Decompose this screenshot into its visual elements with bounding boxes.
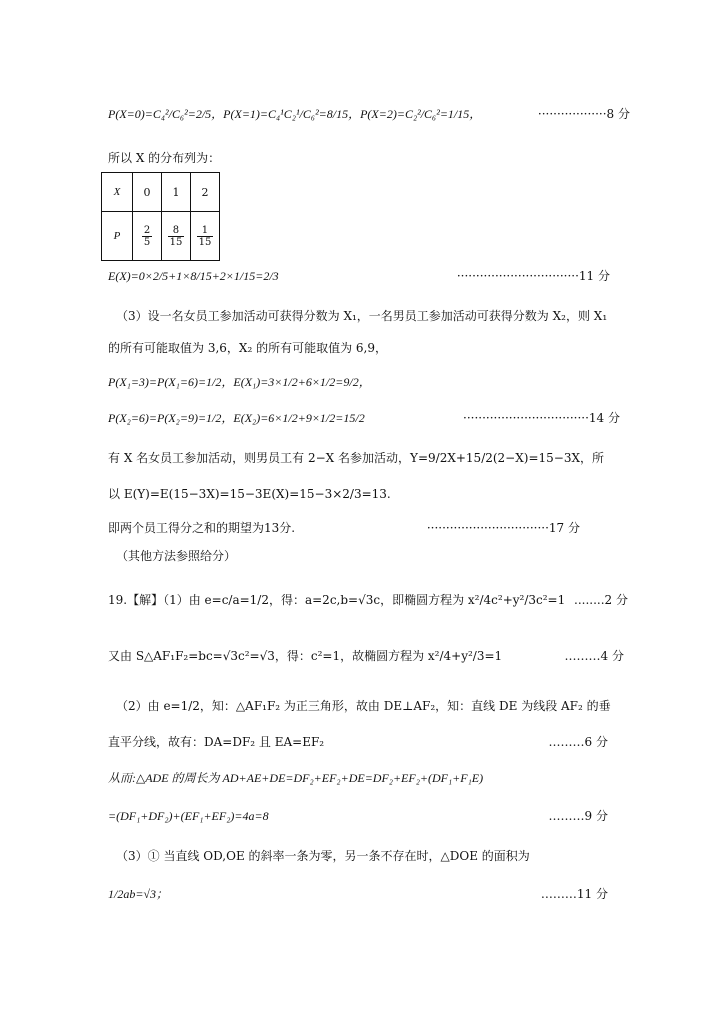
score-11b: ………11 分 [540,887,608,901]
score-11: ································11 分 [456,269,610,283]
table-cell [191,212,220,261]
expect-sum-text: 即两个员工得分之和的期望为13分. [108,521,296,535]
y-line1: 有 X 名女员工参加活动，则男员工有 2−X 名参加活动，Y=9/2X+15/2(2−X)=15−3X，所 [108,451,605,465]
perimeter-line: 从而:△ADE 的周长为 AD+AE+DE=DF₂+EF₂+DE=DF₂+EF₂+(DF₁+F₁E) [108,771,484,785]
score-9: ………9 分 [548,809,608,823]
dist-intro: 所以 X 的分布列为： [108,151,221,165]
denominator: 15 [169,236,183,248]
x2-formula: P(X₂=6)=P(X₂=9)=1/2，E(X₂)=6×1/2+9×1/2=15/2 [108,411,365,425]
y-line2: 以 E(Y)=E(15−3X)=15−3E(X)=15−3×2/3=13. [108,487,391,501]
table-cell: P [102,212,133,261]
prob-line [108,104,630,124]
q19-part2-line2-text: 直平分线，故有：DA=DF₂ 且 EA=EF₂ [108,735,325,749]
q19-part3-line2 [108,884,620,904]
score-6: ………6 分 [548,735,608,749]
score-17: ································17 分 [426,521,580,535]
part3-line1: （3）设一名女员工参加活动可获得分数为 X₁，一名男员工参加活动可获得分数为 X₂，则 X₁ [116,309,608,323]
x1-line: P(X₁=3)=P(X₁=6)=1/2，E(X₁)=3×1/2+6×1/2=9/2， [108,375,371,389]
table-cell [162,212,191,261]
table-row [102,212,220,261]
table-cell [133,212,162,261]
fraction [197,225,214,248]
q19-part3-line1: （3）① 当直线 OD,OE 的斜率一条为零，另一条不存在时，△DOE 的面积为 [116,849,530,863]
q19-part1 [108,590,628,610]
expect-sum-line [108,518,620,538]
numerator: 8 [168,225,185,237]
table-cell: 0 [133,173,162,212]
fraction [168,225,185,248]
table-cell: 2 [191,173,220,212]
table-cell: X [102,173,133,212]
part3-line2: 的所有可能取值为 3,6，X₂ 的所有可能取值为 6,9， [108,341,387,355]
perimeter-result-text: =(DF₁+DF₂)+(EF₁+EF₂)=4a=8 [108,809,269,823]
score-4: ………4 分 [564,649,624,663]
q19-area-text: 又由 S△AF₁F₂=bc=√3c²=√3，得：c²=1，故椭圆方程为 x²/4+y²/3=1 [108,649,503,663]
q19-part1-text: 19.【解】（1）由 e=c/a=1/2，得：a=2c,b=√3c，即椭圆方程为 x²/4c²+y²/3c²=1 [108,593,566,607]
denominator: 15 [198,236,212,248]
score-2: ........2 分 [574,593,628,607]
expectation-line [108,266,620,286]
distribution-table [101,172,220,261]
q19-part2-line1: （2）由 e=1/2，知：△AF₁F₂ 为正三角形，故由 DE⊥AF₂，知：直线 DE 为线段 AF₂ 的垂 [116,699,611,713]
denominator: 5 [143,236,151,248]
x2-line [108,408,620,428]
other-methods-note: （其他方法参照给分） [116,549,237,563]
q19-area-line [108,646,624,666]
table-cell: 1 [162,173,191,212]
table-row [102,173,220,212]
expectation-formula: E(X)=0×2/5+1×8/15+2×1/15=2/3 [108,269,279,283]
numerator: 1 [197,225,214,237]
score-14: ·································14 分 [463,411,620,425]
q19-part2-line2 [108,732,620,752]
perimeter-result [108,806,620,826]
score-8: ··················8 分 [537,107,630,121]
q19-part3-line2-text: 1/2ab=√3； [108,887,169,901]
prob-formulas: P(X=0)=C₄²/C₆²=2/5，P(X=1)=C₄¹C₂¹/C₆²=8/15，P(X=2)=C₂²/C₆²=1/15， [108,107,482,121]
numerator: 2 [143,224,151,236]
fraction [142,225,152,248]
